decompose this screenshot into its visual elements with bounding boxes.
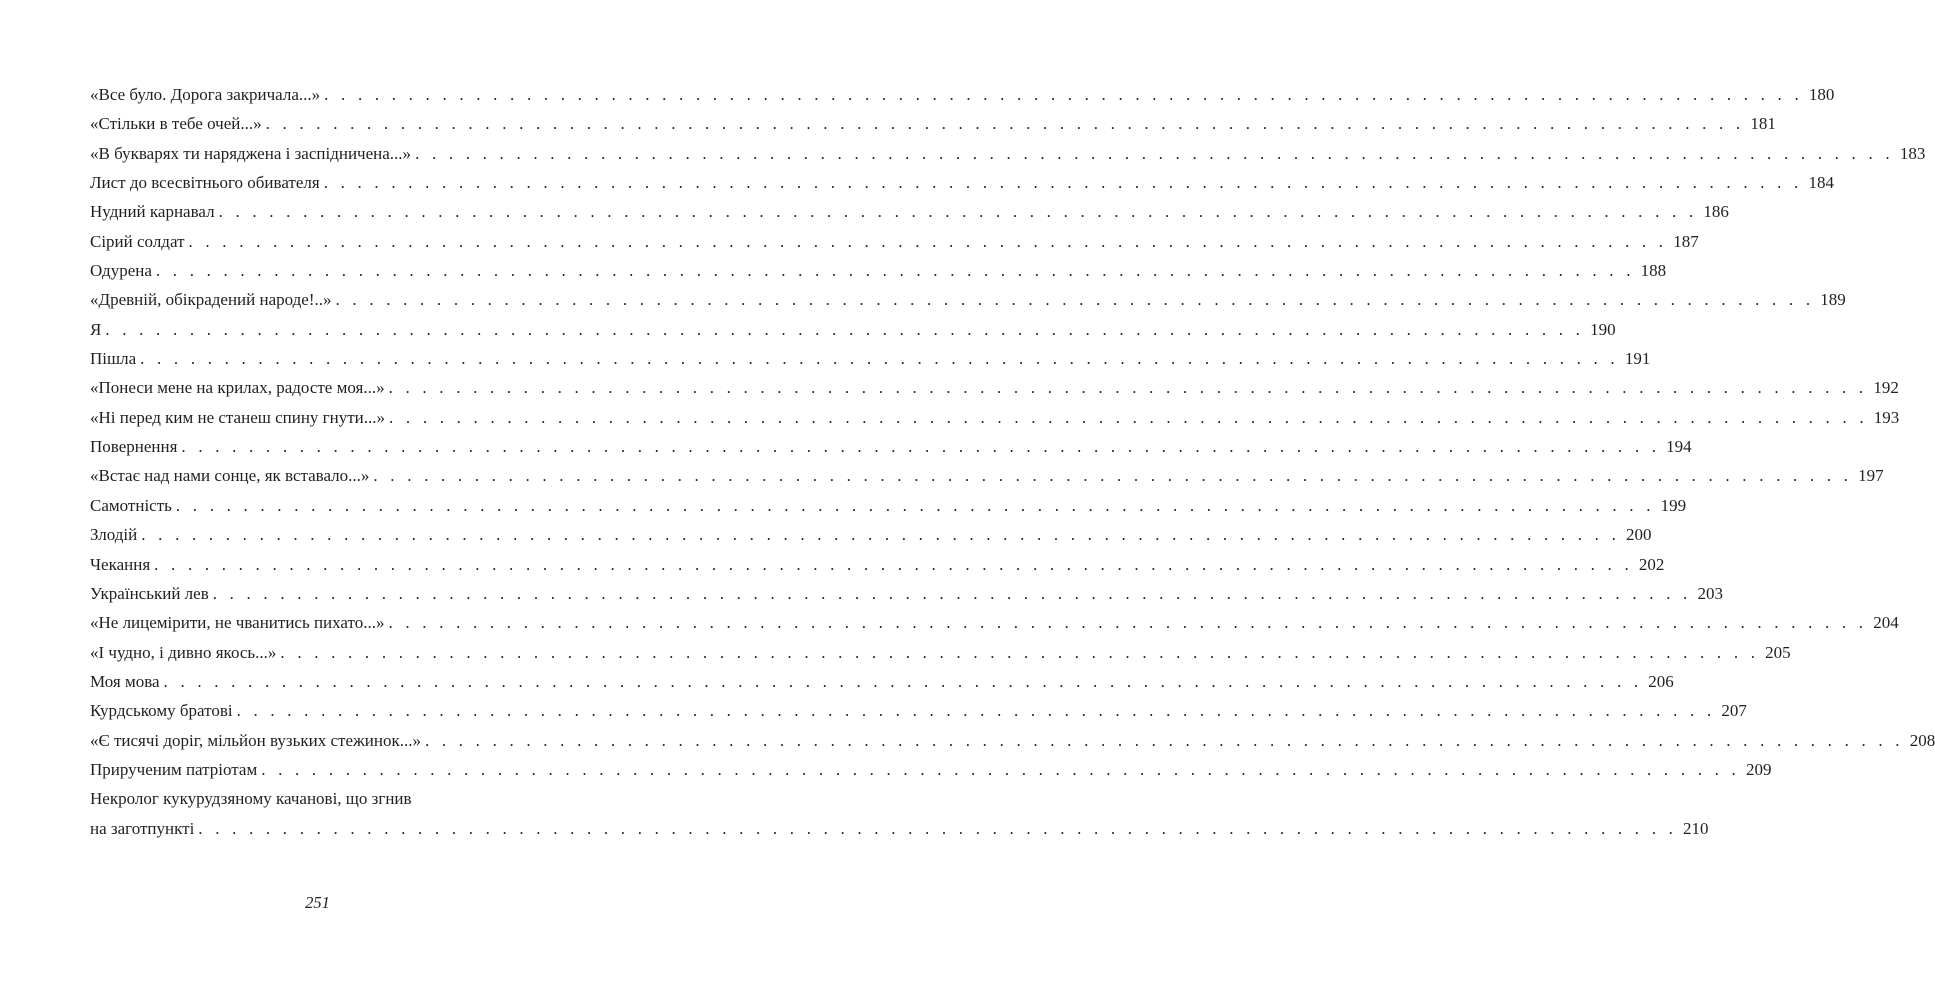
toc-entry-title: «І чудно, і дивно якось...» [90,642,277,662]
toc-entry [90,461,1884,490]
toc-entry [90,315,1616,344]
toc-entry-page: 187 [1673,231,1699,251]
toc-entry [90,168,1834,197]
toc-entry [90,579,1723,608]
toc-entry-page: 188 [1640,261,1667,281]
toc-entry-title: «В букварях ти наряджена і заспідничена...» [90,143,412,163]
dot-leader [389,403,1868,432]
toc-entry-title: Злодій [90,525,138,545]
toc-entry-title: Курдському братові [90,701,233,721]
toc-entry [90,227,1699,256]
toc-entry-page: 192 [1873,378,1899,398]
toc-entry-title: Повернення [90,437,178,457]
toc-entry-title: Моя мова [90,671,160,691]
table-of-contents [90,80,1935,843]
toc-entry-title: Сірий солдат [90,231,185,251]
toc-entry-page: 200 [1626,525,1652,545]
toc-entry-page: 193 [1873,407,1900,427]
toc-entry-last-line [90,814,1709,843]
toc-entry-page: 206 [1648,671,1674,691]
page-number: 251 [305,893,330,912]
toc-entry-title: Прирученим патріотам [90,759,258,779]
toc-entry [90,696,1747,725]
toc-entry [90,197,1729,226]
toc-entry [90,139,1926,168]
toc-entry [90,256,1667,285]
toc-entry-page: 191 [1624,349,1651,369]
toc-entry-page: 202 [1638,554,1665,574]
toc-entry-page: 207 [1721,701,1747,721]
toc-entry-title: «Є тисячі доріг, мільйон вузьких стежинок...» [90,730,421,750]
toc-entry-page: 210 [1683,818,1709,838]
toc-entry-page: 194 [1666,437,1692,457]
toc-entry-title: Пішла [90,349,137,369]
toc-entry-title: Одурена [90,261,152,281]
dot-leader [156,256,1635,285]
dot-leader [415,139,1894,168]
toc-entry-multiline [90,784,1709,843]
toc-entry-title: «Стільки в тебе очей...» [90,114,262,134]
dot-leader [389,608,1868,637]
toc-entry-title: «Ні перед ким не станеш спину гнути...» [90,407,386,427]
dot-leader [425,726,1904,755]
toc-entry [90,491,1687,520]
toc-entry [90,667,1674,696]
toc-entry [90,285,1846,314]
toc-entry [90,432,1692,461]
dot-leader [324,168,1803,197]
toc-entry-title: «Не лицемірити, не чванитись пихато...» [90,613,385,633]
toc-entry [90,608,1899,637]
toc-entry-title: Український лев [90,583,209,603]
toc-entry-page: 181 [1750,114,1776,134]
dot-leader [389,373,1868,402]
toc-entry-page: 209 [1745,759,1772,779]
toc-entry-page: 190 [1590,319,1616,339]
toc-entry-title: «Древній, обікрадений народе!..» [90,290,332,310]
dot-leader [181,432,1660,461]
toc-entry-page: 184 [1808,173,1834,193]
dot-leader [164,667,1643,696]
toc-entry [90,726,1935,755]
toc-entry [90,550,1665,579]
toc-entry [90,344,1651,373]
toc-entry-page: 197 [1858,466,1884,486]
toc-entry [90,403,1900,432]
dot-leader [154,550,1633,579]
dot-leader [141,520,1620,549]
toc-entry-page: 208 [1909,730,1935,750]
dot-leader [105,315,1584,344]
toc-entry-title-line2: на заготпункті [90,818,195,838]
toc-entry [90,109,1776,138]
toc-entry-title: Самотність [90,495,172,515]
toc-entry-page: 205 [1765,642,1791,662]
toc-entry [90,520,1652,549]
toc-entry-page: 183 [1899,143,1926,163]
toc-entry-page: 204 [1873,613,1899,633]
dot-leader [189,227,1668,256]
toc-entry [90,638,1791,667]
toc-entry-title: Нудний карнавал [90,202,215,222]
dot-leader [280,638,1759,667]
toc-entry-title: «Понеси мене на крилах, радосте моя...» [90,378,385,398]
toc-entry [90,80,1835,109]
toc-entry-title: Лист до всесвітнього обивателя [90,173,320,193]
toc-entry-title-line1: Некролог кукурудзяному качанові, що згнив [90,789,412,809]
toc-entry-page: 180 [1808,85,1835,104]
dot-leader [266,109,1745,138]
toc-entry [90,755,1772,784]
dot-leader [373,461,1852,490]
toc-entry-page: 199 [1660,495,1687,515]
toc-entry-title: «Все було. Дорога закричала...» [90,85,321,104]
toc-entry-title: Я [90,319,102,339]
toc-entry [90,373,1899,402]
dot-leader [140,344,1619,373]
dot-leader [219,197,1698,226]
dot-leader [198,814,1677,843]
dot-leader [176,491,1655,520]
toc-entry-page: 189 [1820,290,1846,310]
dot-leader [261,755,1740,784]
dot-leader [213,579,1692,608]
toc-entry-page: 203 [1697,583,1723,603]
dot-leader [336,285,1815,314]
toc-entry-title: «Встає над нами сонце, як вставало...» [90,466,370,486]
dot-leader [237,696,1716,725]
dot-leader [324,80,1803,109]
toc-entry-title: Чекання [90,554,151,574]
toc-entry-page: 186 [1703,202,1729,222]
